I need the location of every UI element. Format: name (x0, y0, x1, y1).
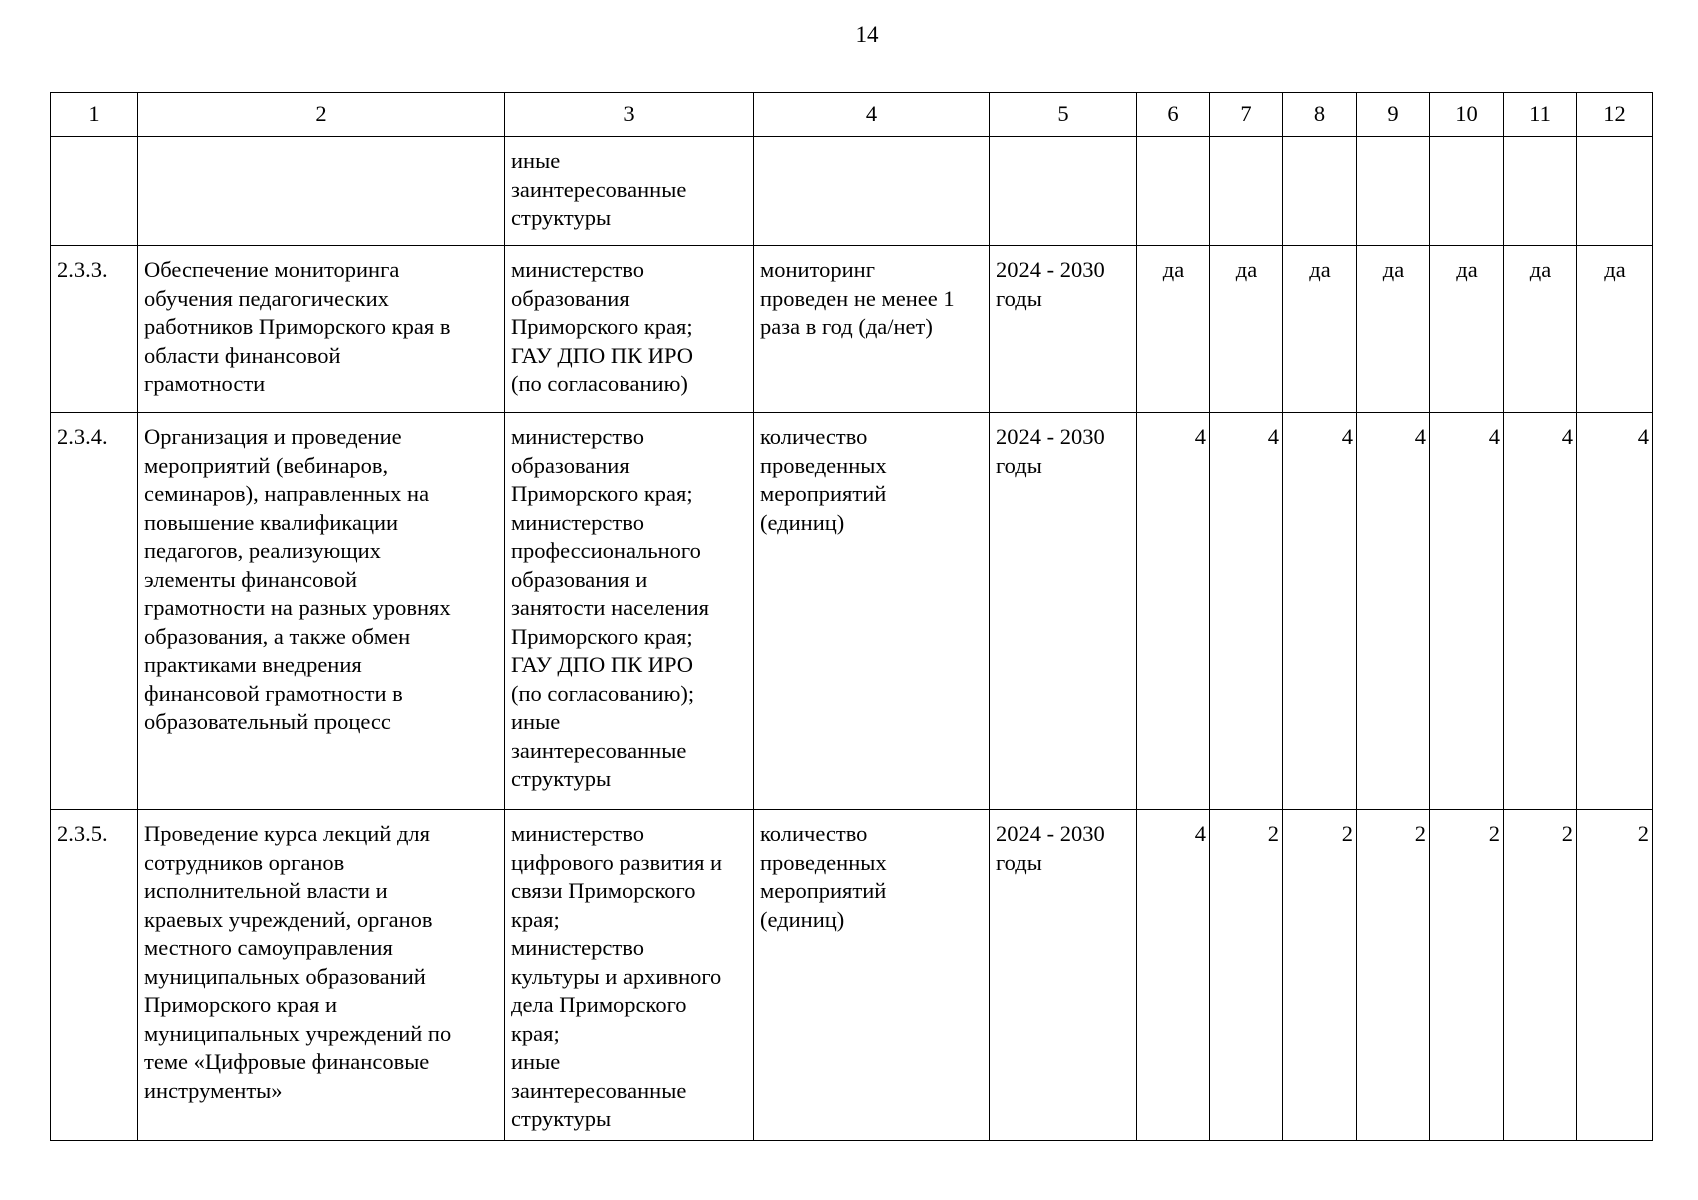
column-header: 1 (51, 93, 138, 137)
row-executors: министерство образования Приморского края; ГАУ ДПО ПК ИРО (по согласованию) (505, 246, 754, 413)
row-code (51, 137, 138, 246)
row-value: 2 (1283, 810, 1357, 1141)
row-value: да (1357, 246, 1430, 413)
row-period: 2024 - 2030 годы (990, 810, 1137, 1141)
row-indicator: количество проведенных мероприятий (единиц) (754, 810, 990, 1141)
column-header: 4 (754, 93, 990, 137)
row-name: Проведение курса лекций для сотрудников органов исполнительной власти и краевых учреждений, органов местного самоуправления муниципальных образований Приморского края и муниципальных учреждений по теме «Цифровые финансовые инструменты» (138, 810, 505, 1141)
row-value: 2 (1210, 810, 1283, 1141)
table-row (51, 246, 1653, 413)
table-row (51, 810, 1653, 1141)
row-executors: министерство образования Приморского края; министерство профессионального образования и занятости населения Приморского края; ГАУ ДПО ПК ИРО (по согласованию); иные заинтересованные структуры (505, 413, 754, 810)
row-value (1210, 137, 1283, 246)
row-value: 4 (1137, 810, 1210, 1141)
row-indicator: количество проведенных мероприятий (единиц) (754, 413, 990, 810)
row-value: 2 (1357, 810, 1430, 1141)
column-header: 7 (1210, 93, 1283, 137)
row-value (1577, 137, 1653, 246)
row-value: 4 (1577, 413, 1653, 810)
column-header: 3 (505, 93, 754, 137)
row-value: да (1210, 246, 1283, 413)
row-value: 4 (1504, 413, 1577, 810)
row-indicator (754, 137, 990, 246)
column-header: 2 (138, 93, 505, 137)
row-indicator: мониторинг проведен не менее 1 раза в год (да/нет) (754, 246, 990, 413)
column-header: 8 (1283, 93, 1357, 137)
column-header: 6 (1137, 93, 1210, 137)
column-header: 10 (1430, 93, 1504, 137)
table-row (51, 413, 1653, 810)
row-period: 2024 - 2030 годы (990, 413, 1137, 810)
table-header-row (51, 93, 1653, 137)
column-header: 9 (1357, 93, 1430, 137)
row-name (138, 137, 505, 246)
row-value: 4 (1210, 413, 1283, 810)
row-value: 4 (1283, 413, 1357, 810)
row-value: 4 (1357, 413, 1430, 810)
row-value (1504, 137, 1577, 246)
row-period (990, 137, 1137, 246)
row-value: 2 (1504, 810, 1577, 1141)
row-code: 2.3.5. (51, 810, 138, 1141)
row-code: 2.3.4. (51, 413, 138, 810)
row-period: 2024 - 2030 годы (990, 246, 1137, 413)
measures-table (50, 92, 1653, 1141)
row-value: да (1577, 246, 1653, 413)
row-value (1430, 137, 1504, 246)
row-executors: иные заинтересованные структуры (505, 137, 754, 246)
row-value: да (1283, 246, 1357, 413)
row-value (1283, 137, 1357, 246)
row-value: да (1430, 246, 1504, 413)
column-header: 12 (1577, 93, 1653, 137)
table-row-continuation (51, 137, 1653, 246)
row-value: да (1504, 246, 1577, 413)
row-value: 2 (1430, 810, 1504, 1141)
column-header: 5 (990, 93, 1137, 137)
row-name: Обеспечение мониторинга обучения педагогических работников Приморского края в области финансовой грамотности (138, 246, 505, 413)
row-executors: министерство цифрового развития и связи Приморского края; министерство культуры и архивного дела Приморского края; иные заинтересованные структуры (505, 810, 754, 1141)
row-name: Организация и проведение мероприятий (вебинаров, семинаров), направленных на повышение квалификации педагогов, реализующих элементы финансовой грамотности на разных уровнях образования, а также обмен практиками внедрения финансовой грамотности в образовательный процесс (138, 413, 505, 810)
row-value: 4 (1430, 413, 1504, 810)
row-value: 4 (1137, 413, 1210, 810)
row-value: 2 (1577, 810, 1653, 1141)
column-header: 11 (1504, 93, 1577, 137)
page-number: 14 (855, 22, 879, 47)
row-value: да (1137, 246, 1210, 413)
row-value (1137, 137, 1210, 246)
row-value (1357, 137, 1430, 246)
row-code: 2.3.3. (51, 246, 138, 413)
